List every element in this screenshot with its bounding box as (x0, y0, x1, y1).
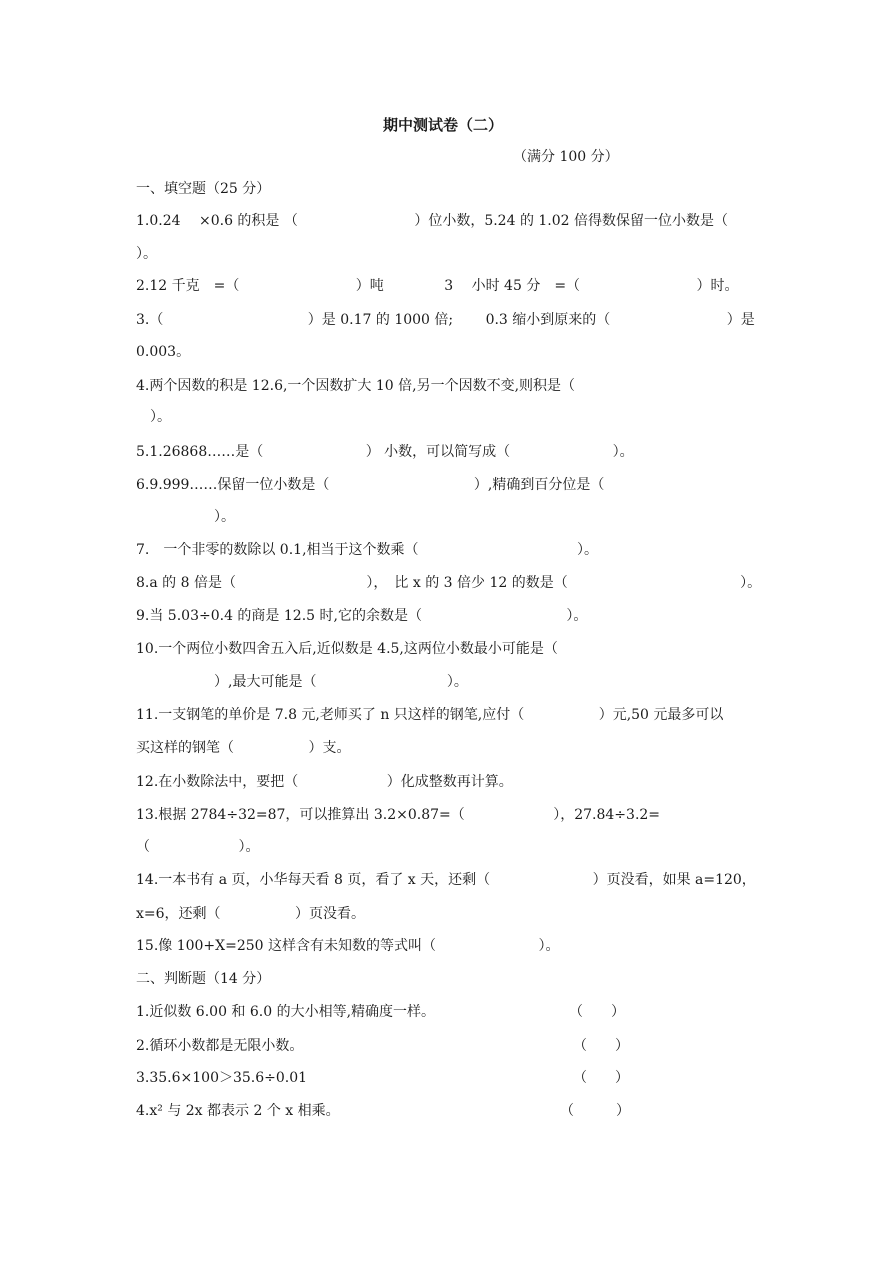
question-line: ）。 (136, 246, 157, 262)
question-line: 4.两个因数的积是 12.6,一个因数扩大 10 倍,另一个因数不变,则积是（ (136, 378, 576, 394)
judge-item: 2.循环小数都是无限小数。 (136, 1038, 304, 1054)
judge-item: 3.35.6×100＞35.6÷0.01 (136, 1070, 308, 1086)
question-line: 15.像 100+X=250 这样含有未知数的等式叫（ ）。 (136, 938, 560, 954)
question-line: 11.一支钢笔的单价是 7.8 元,老师买了 n 只这样的钢笔,应付（ ）元,50 元最多可以 (136, 707, 724, 723)
question-line: 10.一个两位小数四舍五入后,近似数是 4.5,这两位小数最小可能是（ (136, 641, 558, 657)
question-line: ）,最大可能是（ ）。 (214, 674, 468, 690)
section-heading-fill-in: 一、填空题（25 分） (136, 181, 271, 197)
question-line: 13.根据 2784÷32=87，可以推算出 3.2×0.87=（ ），27.84÷3.2= (136, 807, 661, 823)
question-line: 14.一本书有 a 页，小华每天看 8 页，看了 x 天，还剩（ ）页没看，如果 a=120， (136, 872, 756, 888)
judge-bracket: （ ） (573, 1070, 629, 1086)
question-line: 5.1.26868……是（ ） 小数，可以简写成（ ）。 (136, 444, 634, 460)
question-line: ）。 (150, 409, 171, 425)
question-line: 9.当 5.03÷0.4 的商是 12.5 时,它的余数是（ ）。 (136, 608, 588, 624)
question-line: 7. 一个非零的数除以 0.1,相当于这个数乘（ ）。 (136, 542, 598, 558)
question-line: 6.9.999……保留一位小数是（ ）,精确到百分位是（ (136, 477, 605, 493)
question-line: 1.0.24 ×0.6 的积是 （ ）位小数，5.24 的 1.02 倍得数保留一位小数是（ (136, 213, 729, 229)
judge-item: 4.x² 与 2x 都表示 2 个 x 相乘。 (136, 1103, 340, 1119)
judge-bracket: （ ） (573, 1038, 629, 1054)
page-subtitle: （满分 100 分） (513, 149, 619, 165)
question-line: （ ）。 (136, 839, 260, 855)
page-title: 期中测试卷（二） (383, 116, 504, 134)
question-line: 8.a 的 8 倍是（ ）， 比 x 的 3 倍少 12 的数是（ ）。 (136, 575, 762, 591)
judge-bracket: （ ） (560, 1103, 630, 1119)
judge-bracket: （ ） (569, 1004, 625, 1020)
question-line: 3.（ ）是 0.17 的 1000 倍; 0.3 缩小到原来的（ ）是 (136, 312, 755, 328)
question-line: 买这样的钢笔（ ）支。 (136, 740, 351, 756)
question-line: ）。 (214, 509, 235, 525)
question-line: x=6，还剩（ ）页没看。 (136, 906, 365, 922)
question-line: 0.003。 (136, 344, 191, 360)
judge-item: 1.近似数 6.00 和 6.0 的大小相等,精确度一样。 (136, 1004, 436, 1020)
question-line: 2.12 千克 =（ ）吨 3 小时 45 分 =（ ）时。 (136, 278, 739, 294)
question-line: 12.在小数除法中，要把（ ）化成整数再计算。 (136, 774, 513, 790)
section-heading-judge: 二、判断题（14 分） (136, 971, 271, 987)
